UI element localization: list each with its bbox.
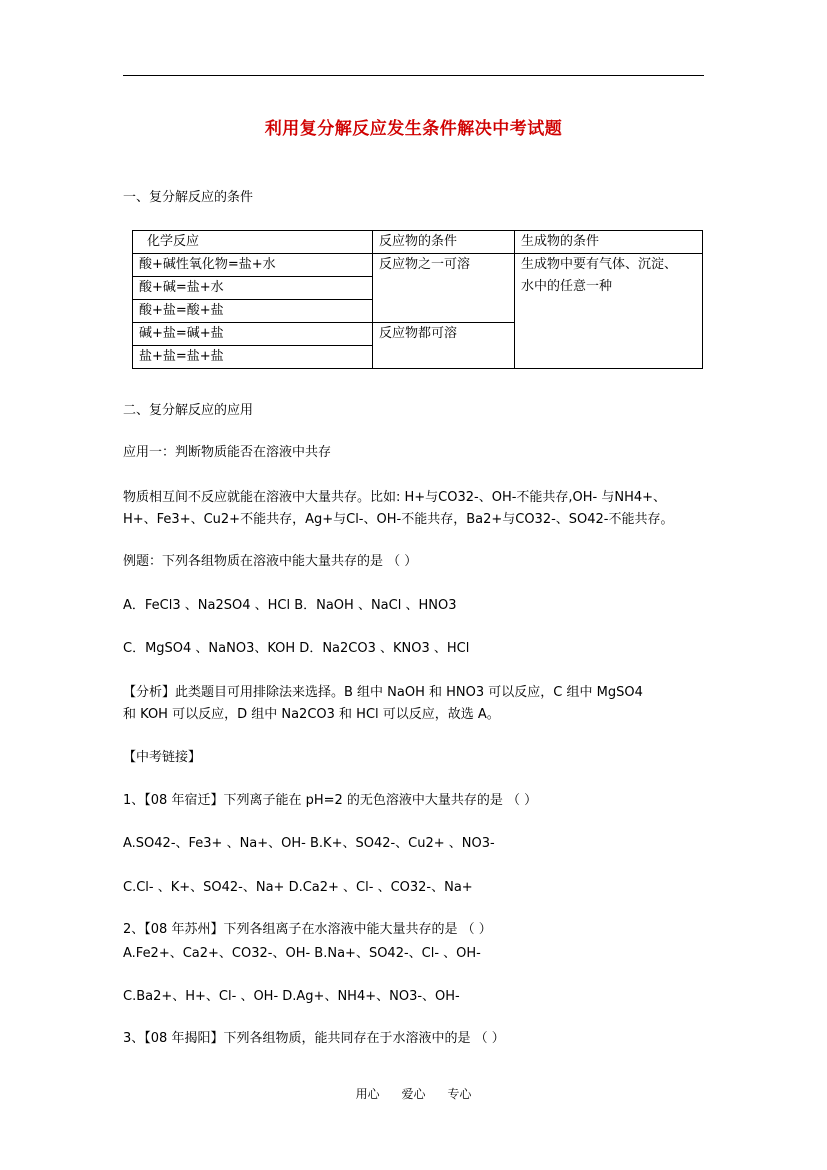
paragraph-line: H+、Fe3+、Cu2+不能共存，Ag+与Cl-、OH-不能共存，Ba2+与CO32-、SO42-不能共存。 xyxy=(123,512,674,527)
question-2-options-ab: A.Fe2+、Ca2+、CO32-、OH- B.Na+、SO42-、Cl- 、OH- xyxy=(123,946,481,961)
example-options-cd: C．MgSO4 、NaNO3、KOH D．Na2CO3 、KNO3 、HCl xyxy=(123,641,470,656)
header-product-condition: 生成物的条件 xyxy=(515,231,703,254)
reaction-cell: 盐+盐=盐+盐 xyxy=(133,346,373,369)
analysis-line: 和 KOH 可以反应，D 组中 Na2CO3 和 HCl 可以反应，故选 A。 xyxy=(123,707,500,722)
table-header-row xyxy=(133,231,703,254)
section-heading-2: 二、复分解反应的应用 xyxy=(123,403,254,418)
question-1-options-cd: C.Cl- 、K+、SO42-、Na+ D.Ca2+ 、Cl- 、CO32-、Na+ xyxy=(123,880,473,895)
product-condition-line: 水中的任意一种 xyxy=(521,279,613,294)
header-reaction: 化学反应 xyxy=(133,231,373,254)
reactant-condition-cell: 反应物都可溶 xyxy=(373,323,515,369)
footer-word: 专心 xyxy=(447,1087,472,1101)
application-heading: 应用一：判断物质能否在溶液中共存 xyxy=(123,445,332,460)
question-2: 2、【08 年苏州】下列各组离子在水溶液中能大量共存的是 （ ） xyxy=(123,922,492,937)
question-1: 1、【08 年宿迁】下列离子能在 pH=2 的无色溶液中大量共存的是 （ ） xyxy=(123,793,538,808)
conditions-table xyxy=(132,230,703,369)
question-2-options-cd: C.Ba2+、H+、Cl- 、OH- D.Ag+、NH4+、NO3-、OH- xyxy=(123,989,460,1004)
paragraph-line: 物质相互间不反应就能在溶液中大量共存。比如: H+与CO32-、OH-不能共存,OH- 与NH4+、 xyxy=(123,490,667,505)
reactant-condition-cell: 反应物之一可溶 xyxy=(373,254,515,323)
product-condition-cell xyxy=(515,254,703,369)
question-1-options-ab: A.SO42-、Fe3+ 、Na+、OH- B.K+、SO42-、Cu2+ 、NO3- xyxy=(123,836,495,851)
product-condition-line: 生成物中要有气体、沉淀、 xyxy=(521,257,678,272)
reaction-cell: 酸+盐=酸+盐 xyxy=(133,300,373,323)
section-heading-1: 一、复分解反应的条件 xyxy=(123,190,254,205)
page-footer xyxy=(0,1085,827,1102)
example-question: 例题：下列各组物质在溶液中能大量共存的是 （ ） xyxy=(123,554,418,569)
reaction-cell: 酸+碱=盐+水 xyxy=(133,277,373,300)
reaction-cell: 酸+碱性氧化物=盐+水 xyxy=(133,254,373,277)
analysis-line: 【分析】此类题目可用排除法来选择。B 组中 NaOH 和 HNO3 可以反应，C 组中 MgSO4 xyxy=(123,685,643,700)
header-reactant-condition: 反应物的条件 xyxy=(373,231,515,254)
footer-word: 爱心 xyxy=(401,1087,426,1101)
exam-link-heading: 【中考链接】 xyxy=(123,750,202,765)
question-3: 3、【08 年揭阳】下列各组物质，能共同存在于水溶液中的是 （ ） xyxy=(123,1031,505,1046)
table-row xyxy=(133,254,703,277)
document-title: 利用复分解反应发生条件解决中考试题 xyxy=(264,119,563,139)
footer-word: 用心 xyxy=(355,1087,380,1101)
example-options-ab: A．FeCl3 、Na2SO4 、HCl B．NaOH 、NaCl 、HNO3 xyxy=(123,598,457,613)
reaction-cell: 碱+盐=碱+盐 xyxy=(133,323,373,346)
header-rule xyxy=(123,75,704,76)
